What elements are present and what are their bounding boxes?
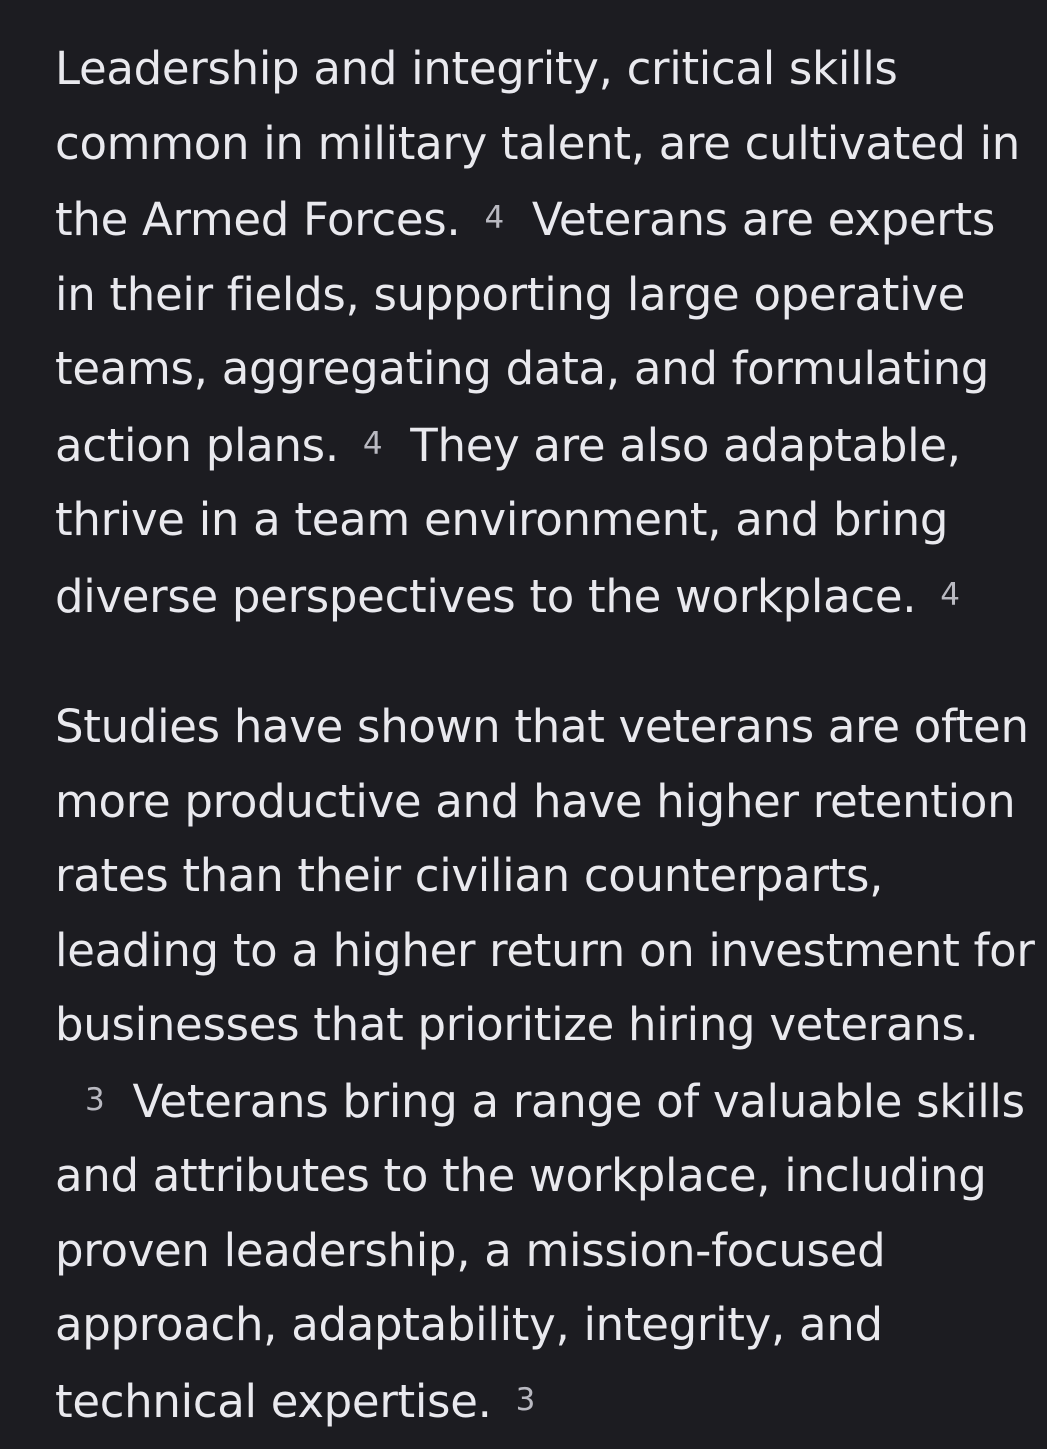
text-line: businesses that prioritize hiring veterans.	[55, 998, 979, 1051]
citation-badge[interactable]: 4	[362, 425, 383, 462]
text-line: common in military talent, are cultivated in	[55, 116, 1021, 170]
text-line: thrive in a team environment, and bring	[55, 493, 949, 546]
text-line: more productive and have higher retention	[55, 774, 1016, 828]
text-line: diverse perspectives to the workplace. 4	[55, 558, 1035, 635]
text-line: technical expertise. 3	[55, 1363, 1035, 1440]
citation-badge[interactable]: 3	[85, 1081, 105, 1118]
text-line: action plans. 4 They are also adaptable,	[55, 407, 1035, 484]
text-line: teams, aggregating data, and formulating	[55, 342, 990, 395]
text-line: Studies have shown that veterans are often	[55, 700, 1029, 753]
text-line: and attributes to the workplace, including	[55, 1149, 987, 1202]
paragraph-1	[55, 32, 1035, 634]
text-line: Leadership and integrity, critical skills	[55, 42, 898, 95]
citation-badge[interactable]: 4	[940, 576, 960, 613]
text-line: rates than their civilian counterparts,	[55, 849, 884, 902]
text-line: proven leadership, a mission-focused	[55, 1223, 886, 1277]
paragraph-2	[55, 690, 1035, 1439]
text-line: 3 Veterans bring a range of valuable skills	[55, 1063, 1035, 1140]
text-line: approach, adaptability, integrity, and	[55, 1298, 883, 1351]
citation-badge[interactable]: 4	[484, 200, 504, 236]
citation-badge[interactable]: 3	[515, 1381, 536, 1418]
text-line: in their fields, supporting large operative	[55, 267, 966, 321]
text-line: the Armed Forces. 4 Veterans are experts	[55, 181, 1035, 258]
answer-content	[55, 32, 1035, 1439]
text-line: leading to a higher return on investment for	[55, 923, 1035, 977]
